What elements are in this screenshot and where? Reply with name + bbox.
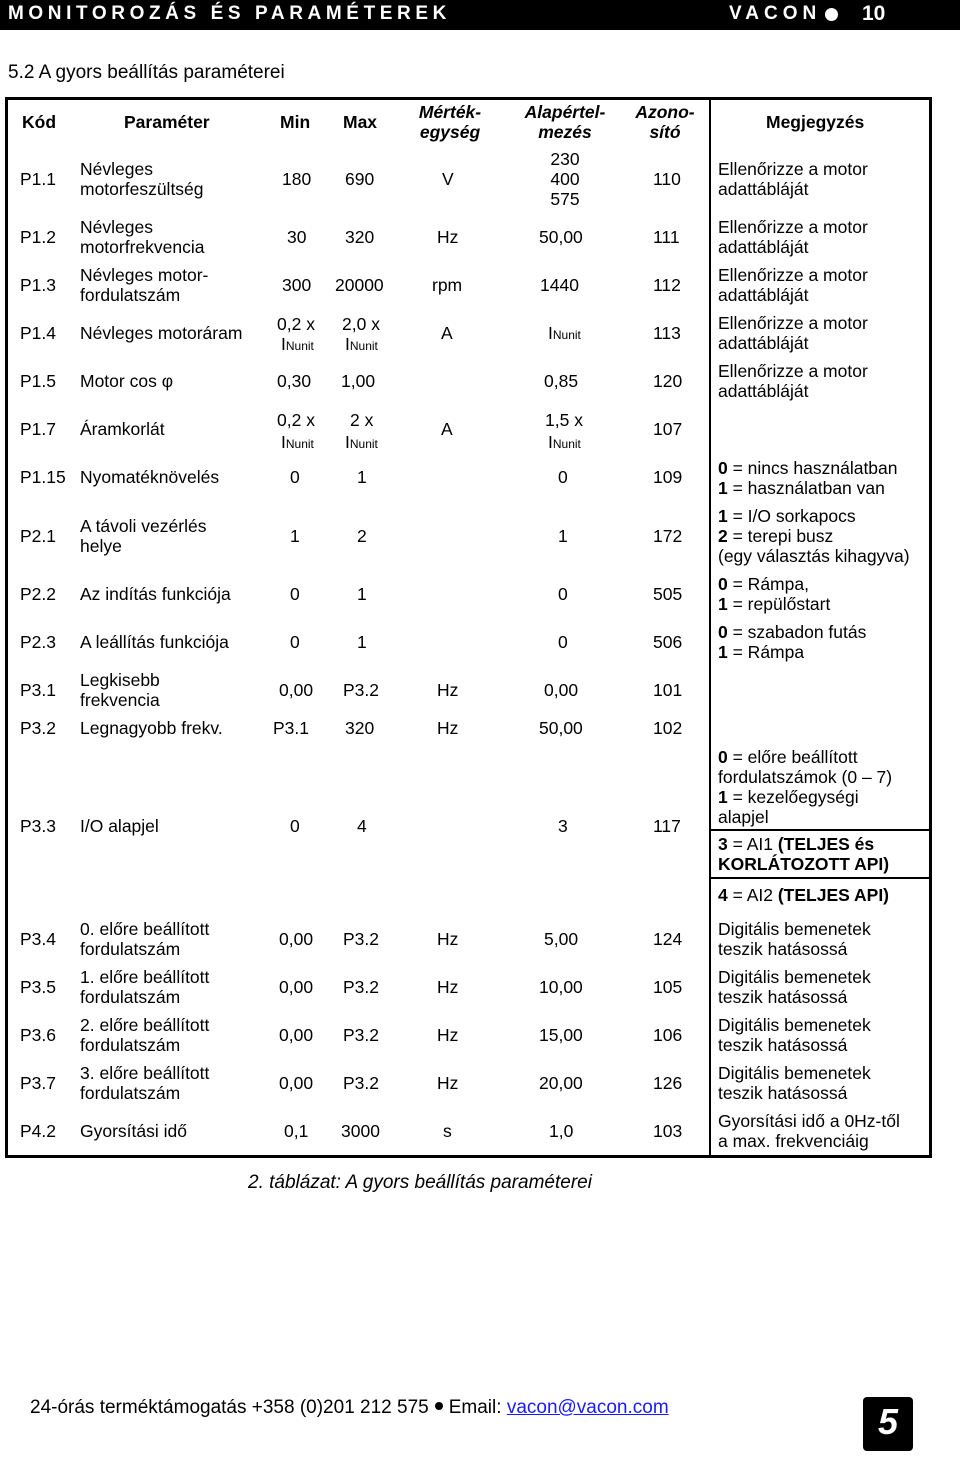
brand-name: VACON — [729, 3, 822, 24]
header-parameter: Paraméter — [124, 112, 210, 132]
row-max: 2 — [357, 526, 367, 546]
row-unit: Hz — [437, 1025, 459, 1045]
row-note-7: 4 = AI2 (TELJES API) — [718, 885, 890, 905]
row-note-2: adattábláját — [718, 179, 809, 199]
row-unit: Hz — [437, 718, 459, 738]
row-id: 109 — [653, 467, 683, 487]
row-note-2: adattábláját — [718, 237, 809, 257]
row-unit: A — [441, 419, 453, 439]
row-min: 0 — [290, 816, 300, 836]
row-unit: Hz — [437, 977, 459, 997]
row-code: P1.1 — [20, 169, 56, 189]
row-min: 300 — [282, 275, 312, 295]
row-note: 0 = szabadon futás — [718, 622, 867, 642]
row-default-current: INunit — [548, 432, 581, 452]
row-default: INunit — [548, 323, 581, 343]
row-id: 124 — [653, 929, 683, 949]
row-note-2: adattábláját — [718, 381, 809, 401]
row-id: 117 — [653, 816, 681, 836]
row-name: A leállítás funkciója — [80, 632, 229, 652]
row-code: P4.2 — [20, 1121, 56, 1141]
row-code: P1.7 — [20, 419, 56, 439]
row-max-current: INunit — [345, 432, 378, 452]
row-max: 4 — [357, 816, 367, 836]
row-unit: rpm — [432, 275, 463, 295]
row-max: P3.2 — [343, 977, 379, 997]
row-name: Legkisebb — [80, 670, 160, 690]
row-unit: V — [442, 169, 454, 189]
row-default: 20,00 — [539, 1073, 583, 1093]
row-id: 505 — [653, 584, 683, 604]
row-min-current: INunit — [281, 432, 314, 452]
header-unit-2: egység — [419, 122, 481, 142]
row-id: 111 — [653, 227, 680, 247]
note-divider — [711, 829, 929, 831]
row-max: 2,0 x — [342, 314, 380, 334]
row-default: 0 — [558, 467, 568, 487]
row-min: 1 — [290, 526, 300, 546]
row-note: 0 = nincs használatban — [718, 458, 898, 478]
row-note: Ellenőrizze a motor — [718, 361, 868, 381]
row-code: P3.2 — [20, 718, 56, 738]
row-note-2: teszik hatásossá — [718, 1035, 848, 1055]
section-title: 5.2 A gyors beállítás paraméterei — [8, 62, 285, 83]
row-min: 0 — [290, 632, 300, 652]
row-default: 0 — [558, 584, 568, 604]
row-name: Legnagyobb frekv. — [80, 718, 223, 738]
row-id: 172 — [653, 526, 683, 546]
row-unit: Hz — [437, 227, 459, 247]
row-id: 105 — [653, 977, 683, 997]
row-name: 2. előre beállított — [80, 1015, 210, 1035]
row-name: Az indítás funkciója — [80, 584, 231, 604]
row-min: 0,00 — [279, 1073, 314, 1093]
row-note-2: 1 = Rámpa — [718, 642, 805, 662]
row-name-2: fordulatszám — [80, 1083, 181, 1103]
row-code: P1.3 — [20, 275, 56, 295]
header-bar — [0, 0, 960, 30]
row-name: Névleges — [80, 217, 153, 237]
row-note: Digitális bemenetek — [718, 1015, 871, 1035]
row-name-2: motorfeszültség — [80, 179, 204, 199]
row-max: 20000 — [335, 275, 384, 295]
row-id: 120 — [653, 371, 683, 391]
row-name: Gyorsítási idő — [80, 1121, 187, 1141]
row-default: 1440 — [540, 275, 579, 295]
row-name-2: motorfrekvencia — [80, 237, 205, 257]
row-min: 0,00 — [279, 929, 314, 949]
row-note: Gyorsítási idő a 0Hz-től — [718, 1111, 900, 1131]
header-id-2: sító — [649, 122, 681, 142]
row-unit: s — [443, 1121, 452, 1141]
row-name-2: fordulatszám — [80, 939, 181, 959]
row-note: Ellenőrizze a motor — [718, 265, 868, 285]
bullet-icon — [825, 8, 838, 21]
row-min: P3.1 — [273, 718, 309, 738]
row-name: I/O alapjel — [80, 816, 159, 836]
row-note-2: a max. frekvenciáig — [718, 1131, 869, 1151]
row-unit: Hz — [437, 929, 459, 949]
row-max: P3.2 — [343, 1073, 379, 1093]
row-note-2: teszik hatásossá — [718, 939, 848, 959]
row-code: P1.15 — [20, 467, 66, 487]
row-code: P3.3 — [20, 816, 56, 836]
row-default: 15,00 — [539, 1025, 583, 1045]
row-min: 180 — [282, 169, 312, 189]
row-default: 1,0 — [549, 1121, 574, 1141]
row-min: 0,1 — [284, 1121, 309, 1141]
row-note: Digitális bemenetek — [718, 967, 871, 987]
row-unit: A — [441, 323, 453, 343]
row-note-2: fordulatszámok (0 – 7) — [718, 767, 893, 787]
row-name: 0. előre beállított — [80, 919, 210, 939]
row-max: 1 — [357, 632, 367, 652]
row-id: 113 — [653, 323, 681, 343]
row-default: 1,5 x — [545, 410, 583, 430]
row-name: Motor cos φ — [80, 371, 174, 391]
header-note: Megjegyzés — [766, 112, 865, 132]
row-default: 10,00 — [539, 977, 583, 997]
header-kod: Kód — [22, 112, 57, 132]
row-note: Digitális bemenetek — [718, 1063, 871, 1083]
row-min-current: INunit — [281, 334, 314, 354]
row-note: Ellenőrizze a motor — [718, 313, 868, 333]
row-min: 0,00 — [279, 1025, 314, 1045]
row-min: 0,2 x — [277, 314, 315, 334]
row-note-2: 1 = használatban van — [718, 478, 885, 498]
header-unit: Mérték- — [418, 102, 482, 122]
row-max: 320 — [345, 227, 375, 247]
page-number: 10 — [862, 2, 886, 25]
row-default: 0 — [558, 632, 568, 652]
row-note-2: adattábláját — [718, 333, 809, 353]
row-max: 1 — [357, 467, 367, 487]
row-id: 506 — [653, 632, 683, 652]
row-id: 110 — [653, 169, 681, 189]
row-max: P3.2 — [343, 680, 379, 700]
row-id: 101 — [653, 680, 683, 700]
footer-email-label: Email: — [448, 1397, 502, 1418]
row-name-2: frekvencia — [80, 690, 160, 710]
row-id: 106 — [653, 1025, 683, 1045]
row-name: A távoli vezérlés — [80, 516, 207, 536]
row-min: 0,00 — [279, 977, 314, 997]
row-max: 1 — [357, 584, 367, 604]
header-default-2: mezés — [538, 122, 592, 142]
row-id: 107 — [653, 419, 683, 439]
row-code: P2.1 — [20, 526, 56, 546]
row-note-2: teszik hatásossá — [718, 987, 848, 1007]
row-max: 320 — [345, 718, 375, 738]
row-note-3: (egy választás kihagyva) — [718, 546, 910, 566]
table-caption: 2. táblázat: A gyors beállítás paraméterei — [248, 1172, 592, 1193]
row-default: 0,00 — [544, 680, 579, 700]
row-default: 5,00 — [544, 929, 579, 949]
row-default: 230 — [550, 149, 580, 169]
row-note-4: alapjel — [718, 807, 769, 827]
row-note: Ellenőrizze a motor — [718, 159, 868, 179]
row-default: 0,85 — [544, 371, 579, 391]
page-badge-number: 5 — [877, 1401, 899, 1442]
row-code: P3.6 — [20, 1025, 56, 1045]
header-max: Max — [343, 112, 378, 132]
row-id: 102 — [653, 718, 683, 738]
note-divider — [711, 877, 929, 879]
row-code: P3.1 — [20, 680, 56, 700]
row-min: 0 — [290, 584, 300, 604]
header-min: Min — [280, 112, 311, 132]
header-default: Alapértel- — [524, 102, 606, 122]
footer-support: 24-órás terméktámogatás +358 (0)201 212 575 — [30, 1397, 429, 1418]
row-code: P2.3 — [20, 632, 56, 652]
row-min: 0,2 x — [277, 410, 315, 430]
row-note-3: 1 = kezelőegységi — [718, 787, 859, 807]
row-max: P3.2 — [343, 929, 379, 949]
row-default: 1 — [558, 526, 568, 546]
row-note-2: 1 = repülőstart — [718, 594, 831, 614]
row-code: P1.4 — [20, 323, 56, 343]
row-max: 690 — [345, 169, 375, 189]
row-name: Névleges — [80, 159, 153, 179]
row-name-2: fordulatszám — [80, 285, 181, 305]
row-code: P1.2 — [20, 227, 56, 247]
row-name: 3. előre beállított — [80, 1063, 210, 1083]
row-id: 126 — [653, 1073, 683, 1093]
row-name-2: fordulatszám — [80, 987, 181, 1007]
row-note: Ellenőrizze a motor — [718, 217, 868, 237]
row-code: P1.5 — [20, 371, 56, 391]
row-default-2: 400 — [550, 169, 580, 189]
row-max-current: INunit — [345, 334, 378, 354]
row-note-6: KORLÁTOZOTT API) — [718, 854, 890, 874]
row-name: Névleges motoráram — [80, 323, 243, 343]
row-max: 1,00 — [341, 371, 376, 391]
row-name: Névleges motor- — [80, 265, 209, 285]
bullet-icon — [435, 1402, 443, 1410]
row-name-2: helye — [80, 536, 122, 556]
row-max: 2 x — [350, 410, 374, 430]
row-note-2: 2 = terepi busz — [718, 526, 834, 546]
row-default: 3 — [558, 816, 568, 836]
row-id: 112 — [653, 275, 681, 295]
row-default: 50,00 — [539, 227, 583, 247]
row-note-5: 3 = AI1 (TELJES és — [718, 834, 875, 854]
row-note-2: teszik hatásossá — [718, 1083, 848, 1103]
email-link[interactable]: vacon@vacon.com — [506, 1397, 669, 1418]
row-name: Áramkorlát — [80, 419, 165, 439]
row-code: P3.5 — [20, 977, 56, 997]
row-code: P3.7 — [20, 1073, 56, 1093]
header-title: MONITOROZÁS ÉS PARAMÉTEREK — [8, 3, 451, 24]
row-note: 0 = Rámpa, — [718, 574, 809, 594]
row-max: P3.2 — [343, 1025, 379, 1045]
row-min: 30 — [287, 227, 307, 247]
page-badge — [863, 1397, 913, 1451]
row-note-2: adattábláját — [718, 285, 809, 305]
row-unit: Hz — [437, 1073, 459, 1093]
table-divider — [709, 100, 711, 1155]
row-min: 0,00 — [279, 680, 314, 700]
row-note: 0 = előre beállított — [718, 747, 858, 767]
footer — [30, 1397, 669, 1419]
row-min: 0 — [290, 467, 300, 487]
row-id: 103 — [653, 1121, 683, 1141]
row-code: P3.4 — [20, 929, 56, 949]
row-name: Nyomatéknövelés — [80, 467, 220, 487]
row-name-2: fordulatszám — [80, 1035, 181, 1055]
row-unit: Hz — [437, 680, 459, 700]
header-id: Azono- — [635, 102, 695, 122]
row-code: P2.2 — [20, 584, 56, 604]
row-note: 1 = I/O sorkapocs — [718, 506, 856, 526]
row-min: 0,30 — [277, 371, 312, 391]
row-default: 50,00 — [539, 718, 583, 738]
row-note: Digitális bemenetek — [718, 919, 871, 939]
row-name: 1. előre beállított — [80, 967, 210, 987]
row-max: 3000 — [341, 1121, 380, 1141]
row-default-3: 575 — [550, 189, 580, 209]
